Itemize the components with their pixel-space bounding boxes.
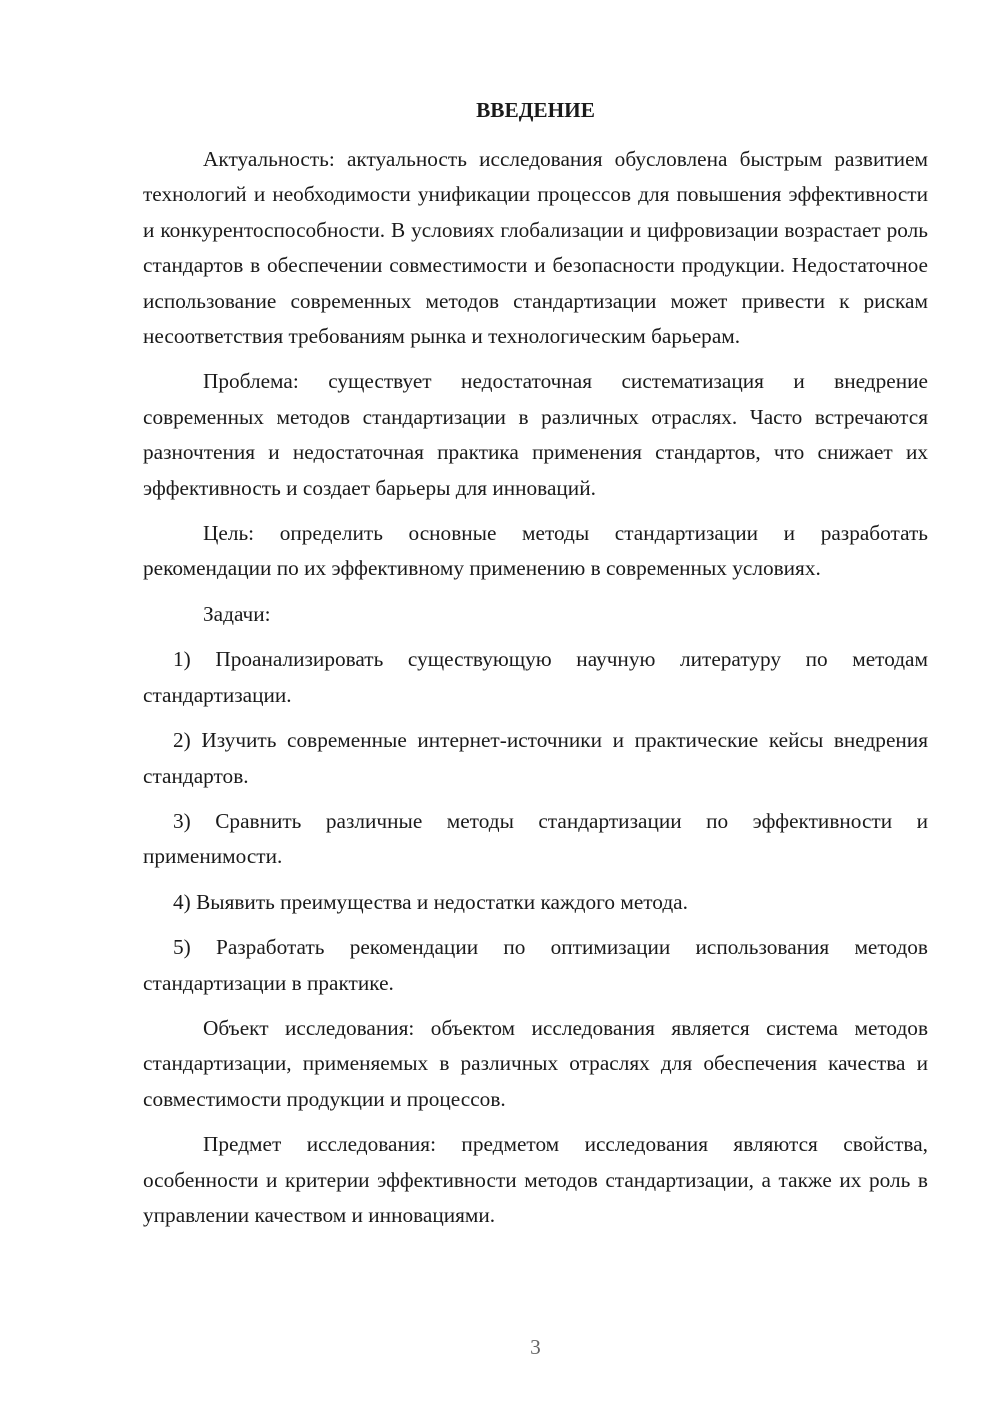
task-item-4: 4) Выявить преимущества и недостатки каждого метода. <box>173 889 688 914</box>
document-page <box>143 0 928 1414</box>
task-item-1: 1) Проанализировать существующую научную литературу по методам стандартизации. <box>143 647 928 707</box>
relevance-paragraph: Актуальность: актуальность исследования обусловлена быстрым развитием технологий и необходимости унификации процессов для повышения эффективности и конкурентоспособности. В условиях глобализации и цифровизации возрастает роль стандартов в обеспечении совместимости и безопасности продукции. Недостаточное использование современных методов стандартизации может привести к рискам несоответствия требованиям рынка и технологическим барьерам. <box>143 147 928 349</box>
tasks-heading: Задачи: <box>203 601 271 626</box>
page-number: 3 <box>530 1335 541 1359</box>
task-item-2: 2) Изучить современные интернет-источники и практические кейсы внедрения стандартов. <box>143 728 928 788</box>
object-paragraph: Объект исследования: объектом исследования является система методов стандартизации, применяемых в различных отраслях для обеспечения качества и совместимости продукции и процессов. <box>143 1015 928 1111</box>
task-item-3: 3) Сравнить различные методы стандартизации по эффективности и применимости. <box>143 808 928 869</box>
subject-paragraph: Предмет исследования: предметом исследования являются свойства, особенности и критерии эффективности методов стандартизации, а также их роль в управлении качеством и инновациями. <box>143 1132 928 1227</box>
problem-paragraph: Проблема: существует недостаточная систематизация и внедрение современных методов стандартизации в различных отраслях. Часто встречаются разночтения и недостаточная практика применения стандартов, что снижает их эффективность и создает барьеры для инноваций. <box>143 369 928 500</box>
section-title: ВВЕДЕНИЕ <box>476 98 595 122</box>
goal-paragraph: Цель: определить основные методы стандартизации и разработать рекомендации по их эффективному применению в современных условиях. <box>143 521 928 581</box>
task-item-5: 5) Разработать рекомендации по оптимизации использования методов стандартизации в практике. <box>143 935 928 995</box>
introduction-body <box>143 142 928 1243</box>
